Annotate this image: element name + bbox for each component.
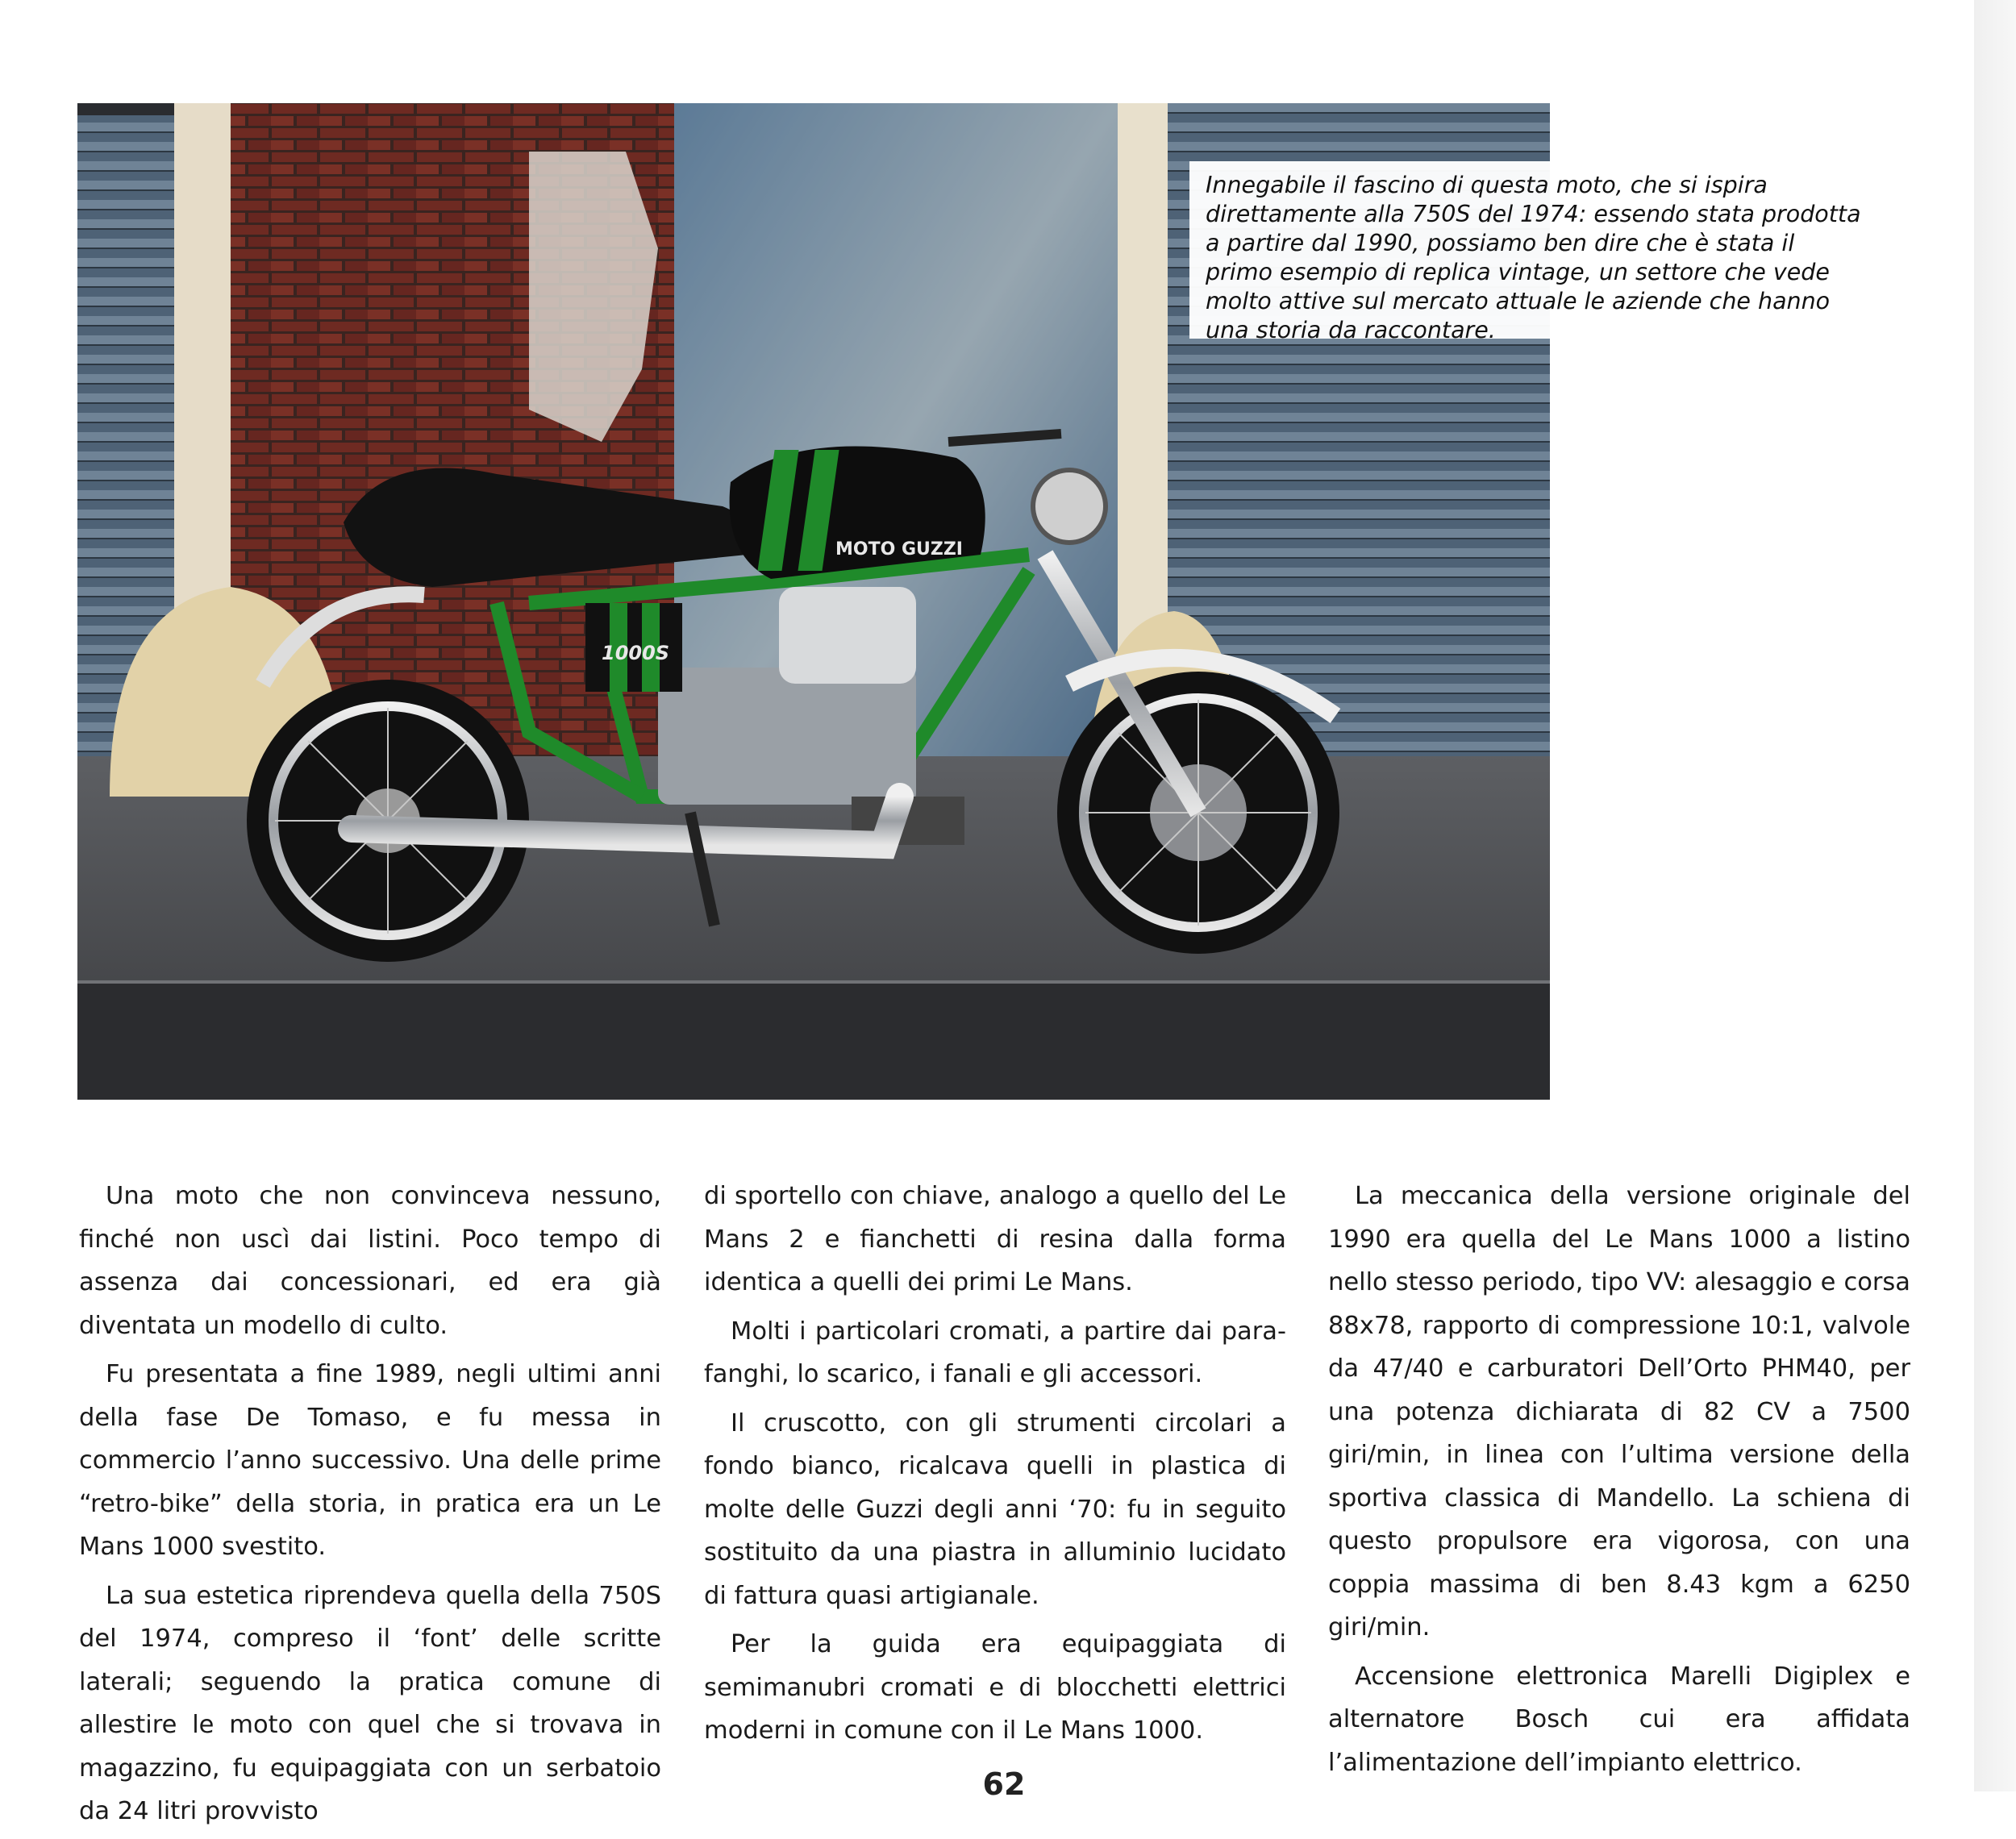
text-column-3 bbox=[1328, 1175, 1910, 1790]
paragraph: La sua estetica riprendeva quella della 750S del 1974, compreso il ‘font’ delle scritte laterali; seguendo la pratica comune di allestire le moto con quel che si trovava in magazzino, fu equipaggiata con un serbatoio da 24 litri provvisto bbox=[79, 1581, 661, 1825]
paragraph: Fu presentata a fine 1989, negli ultimi anni della fase De Tomaso, e fu messa in commercio l’anno successivo. Una delle prime “retro-bike” della storia, in pratica era un Le Mans 1000 svestito. bbox=[79, 1360, 661, 1561]
paragraph: Molti i particolari cromati, a partire dai parafanghi, lo scarico, i fanali e gli accessori. bbox=[704, 1317, 1286, 1388]
photo-caption bbox=[1189, 161, 1883, 343]
paragraph: Il cruscotto, con gli strumenti circolari a fondo bianco, ricalcava quelli in plastica di molte delle Guzzi degli anni ‘70: fu in seguito sostituito da una piastra in alluminio lucidato di fattura quasi artigianale. bbox=[704, 1408, 1286, 1610]
paragraph: Per la guida era equipaggiata di semimanubri cromati e di blocchetti elettrici moderni in comune con il Le Mans 1000. bbox=[704, 1630, 1286, 1745]
paragraph: Accensione elettronica Marelli Digiplex e alternatore Bosch cui era affidata l’alimentazione dell’impianto elettrico. bbox=[1328, 1662, 1910, 1777]
text-column-2 bbox=[704, 1175, 1286, 1758]
text-column-1 bbox=[79, 1175, 661, 1839]
binding-gutter bbox=[1974, 0, 2016, 1791]
page-number: 62 bbox=[982, 1766, 1026, 1802]
caption-text: Innegabile il fascino di questa moto, che si ispira direttamente alla 750S del 1974: essendo stata prodotta a partire dal 1990, possiamo ben dire che è stata il primo esempio di replica vintage, un settore che vede molto attive sul mercato attuale le aziende che hanno una storia da raccontare. bbox=[1206, 172, 1861, 343]
paragraph: La meccanica della versione originale del 1990 era quella del Le Mans 1000 a listino nello stesso periodo, tipo VV: alesaggio e corsa 88x78, rapporto di compressione 10:1, valvole da 47/40 e carburatori Dell’Orto PHM40, per una potenza dichiarata di 82 CV a 7500 giri/min, in linea con l’ultima versione della sportiva classica di Mandello. La schiena di questo propulsore era vigorosa, con una coppia massima di ben 8.43 kgm a 6250 giri/min. bbox=[1328, 1182, 1910, 1641]
tank-lettering: MOTO GUZZI bbox=[835, 539, 963, 560]
paragraph: di sportello con chiave, analogo a quello del Le Mans 2 e fianchetti di resina dalla forma identica a quelli dei primi Le Mans. bbox=[704, 1182, 1286, 1296]
side-lettering: 1000S bbox=[602, 642, 670, 664]
paragraph: Una moto che non convinceva nessuno, finché non uscì dai listini. Poco tempo di assenza dai concessionari, ed era già diventata un modello di culto. bbox=[79, 1182, 661, 1340]
